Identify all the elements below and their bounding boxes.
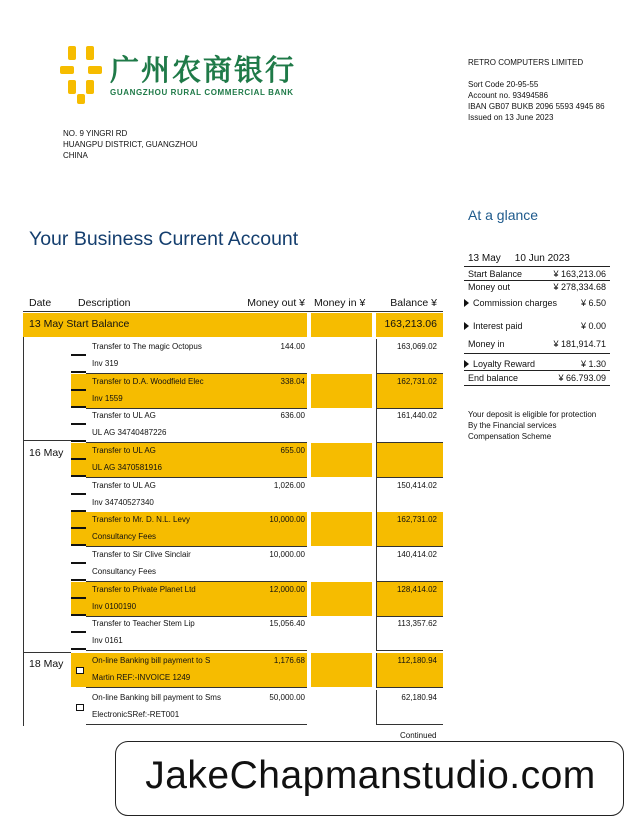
transaction-balance: 113,357.62 — [397, 619, 437, 628]
transaction-money-out: 12,000.00 — [269, 585, 305, 594]
transaction-description: On-line Banking bill payment to S — [92, 656, 211, 665]
balance-column-rule — [376, 512, 377, 546]
issue-date: Issued on 13 June 2023 — [468, 113, 554, 122]
transaction-reference: Inv 0161 — [92, 636, 123, 645]
address-line: CHINA — [63, 151, 88, 160]
header-balance: Balance ¥ — [390, 297, 437, 309]
transaction-description: Transfer to Teacher Stem Lip — [92, 619, 195, 628]
row-highlight-in — [311, 374, 372, 408]
row-marker — [71, 493, 86, 495]
transaction-money-out: 1,176.68 — [273, 656, 305, 665]
bank-address — [63, 128, 198, 161]
transaction-money-out: 636.00 — [280, 411, 305, 420]
row-marker — [71, 406, 86, 408]
glance-label: Start Balance — [468, 269, 523, 279]
transaction-money-out: 10,000.00 — [269, 550, 305, 559]
header-money-out: Money out ¥ — [247, 297, 305, 309]
row-checkbox[interactable] — [76, 667, 84, 674]
row-highlight-in — [311, 653, 372, 687]
transaction-reference: Inv 34740527340 — [92, 498, 154, 507]
start-balance-label: 13 May Start Balance — [29, 318, 130, 330]
transaction-balance: 163,069.02 — [396, 342, 437, 351]
row-marker — [71, 527, 86, 529]
note-line: By the Financial services — [468, 421, 557, 430]
deposit-protection-note — [468, 409, 618, 442]
bank-name-en: GUANGZHOU RURAL COMMERCIAL BANK — [110, 88, 294, 97]
row-rule — [376, 724, 443, 725]
transaction-description: Transfer to UL AG — [92, 411, 156, 420]
glance-value: ¥ 163,213.06 — [553, 269, 606, 279]
row-highlight-balance — [376, 443, 443, 477]
transaction-reference: ElectronicSRef:-RET001 — [92, 710, 180, 719]
divider — [464, 353, 610, 354]
row-marker — [71, 631, 86, 633]
row-marker — [71, 579, 86, 581]
transaction-balance: 62,180.94 — [401, 693, 437, 702]
balance-column-rule — [376, 547, 377, 581]
transaction-reference: Inv 1559 — [92, 394, 123, 403]
iban: IBAN GB07 BUKB 2096 5593 4945 86 — [468, 102, 605, 111]
transaction-description: On-line Banking bill payment to Sms — [92, 693, 221, 702]
row-rule — [376, 408, 443, 409]
row-marker — [71, 354, 86, 356]
row-rule — [376, 546, 443, 547]
transaction-balance: 150,414.02 — [396, 481, 437, 490]
glance-row-end-balance — [464, 371, 610, 384]
transaction-description: Transfer to UL AG — [92, 481, 156, 490]
row-marker — [71, 597, 86, 599]
glance-label: Money in — [468, 339, 505, 349]
transaction-description: Transfer to Mr. D. N.L. Levy — [92, 515, 190, 524]
balance-column-rule — [376, 374, 377, 408]
row-marker — [71, 423, 86, 425]
row-rule — [86, 616, 307, 617]
transaction-money-out: 10,000.00 — [269, 515, 305, 524]
note-line: Compensation Scheme — [468, 432, 552, 441]
glance-value: ¥ 0.00 — [580, 321, 606, 331]
watermark-banner — [115, 741, 624, 816]
glance-value: ¥ 278,334.68 — [553, 282, 606, 292]
glance-value: ¥ 66.793.09 — [558, 373, 606, 383]
glance-label: Loyalty Reward — [473, 359, 536, 369]
row-rule — [376, 616, 443, 617]
glance-label: End balance — [468, 373, 519, 383]
expand-arrow-icon[interactable] — [464, 360, 469, 368]
row-marker — [71, 562, 86, 564]
row-marker — [71, 475, 86, 477]
row-rule — [86, 408, 307, 409]
row-date: 18 May — [29, 658, 64, 670]
row-marker — [71, 371, 86, 373]
transaction-money-out: 50,000.00 — [269, 693, 305, 702]
row-highlight-in — [311, 443, 372, 477]
balance-column-rule — [376, 616, 377, 650]
transaction-description: Transfer to The magic Octopus — [92, 342, 202, 351]
glance-value: ¥ 6.50 — [580, 298, 606, 308]
row-rule — [86, 650, 307, 651]
glance-dates — [468, 253, 570, 264]
transaction-balance: 162,731.02 — [396, 515, 437, 524]
transaction-description: Transfer to Sir Clive Sinclair — [92, 550, 191, 559]
glance-value: ¥ 181,914.71 — [553, 339, 606, 349]
row-marker — [71, 389, 86, 391]
row-rule — [376, 477, 443, 478]
row-rule — [86, 724, 307, 725]
transaction-description: Transfer to UL AG — [92, 446, 156, 455]
transaction-balance: 112,180.94 — [397, 656, 437, 665]
row-date: 16 May — [29, 447, 64, 459]
balance-column-rule — [376, 690, 377, 724]
transaction-reference: UL AG 34740487226 — [92, 428, 167, 437]
transaction-money-out: 655.00 — [280, 446, 305, 455]
transaction-balance: 161,440.02 — [396, 411, 437, 420]
transaction-description: Transfer to Private Planet Ltd — [92, 585, 196, 594]
glance-label: Money out — [468, 282, 511, 292]
glance-date-from: 13 May — [468, 253, 501, 264]
transaction-reference: Inv 0100190 — [92, 602, 137, 611]
row-rule — [86, 477, 307, 478]
transaction-balance: 128,414.02 — [396, 585, 437, 594]
glance-row-money-out — [464, 280, 610, 293]
date-column-rule — [23, 652, 24, 726]
row-marker — [71, 544, 86, 546]
row-highlight-in — [311, 582, 372, 616]
row-checkbox[interactable] — [76, 704, 84, 711]
row-rule — [86, 546, 307, 547]
glance-row-start-balance — [464, 267, 610, 280]
glance-row-money-in — [464, 337, 610, 350]
header-date: Date — [29, 297, 52, 309]
transaction-money-out: 15,056.40 — [269, 619, 305, 628]
row-highlight-in — [311, 512, 372, 546]
row-rule — [376, 650, 443, 651]
expand-arrow-icon[interactable] — [464, 299, 469, 307]
glance-title: At a glance — [468, 207, 539, 223]
transaction-reference: Martin REF:-INVOICE 1249 — [92, 673, 191, 682]
bank-logo — [60, 44, 310, 106]
transaction-money-out: 338.04 — [280, 377, 305, 386]
glance-row-loyalty[interactable] — [464, 357, 610, 370]
balance-column-rule — [376, 443, 377, 477]
page-title: Your Business Current Account — [29, 228, 299, 250]
header-money-in: Money in ¥ — [314, 297, 366, 309]
balance-column-rule — [376, 408, 377, 442]
bank-emblem-icon — [60, 44, 104, 106]
row-rule — [86, 687, 307, 688]
balance-column-rule — [376, 478, 377, 512]
row-marker — [71, 440, 86, 442]
balance-column-rule — [376, 582, 377, 616]
glance-label: Commission charges — [473, 298, 558, 308]
glance-value: ¥ 1.30 — [580, 359, 606, 369]
glance-label: Interest paid — [473, 321, 523, 331]
transaction-reference: UL AG 3470581916 — [92, 463, 162, 472]
date-separator — [23, 440, 71, 441]
row-marker — [71, 458, 86, 460]
address-line: HUANGPU DISTRICT, GUANGZHOU — [63, 140, 198, 149]
expand-arrow-icon[interactable] — [464, 322, 469, 330]
continued-label: Continued — [400, 731, 437, 740]
transaction-money-out: 1,026.00 — [273, 481, 305, 490]
date-separator — [23, 652, 71, 653]
transaction-description: Transfer to D.A. Woodfield Elec — [92, 377, 204, 386]
date-column-rule — [23, 337, 24, 440]
account-number: Account no. 93494586 — [468, 91, 549, 100]
start-balance-value: 163,213.06 — [384, 318, 437, 330]
glance-date-to: 10 Jun 2023 — [514, 253, 570, 264]
row-rule — [376, 687, 443, 688]
table-header-rule — [23, 311, 443, 312]
transaction-reference: Consultancy Fees — [92, 532, 157, 541]
transaction-balance: 162,731.02 — [396, 377, 437, 386]
glance-row-commission[interactable] — [464, 296, 610, 309]
company-details — [468, 57, 605, 123]
address-line: NO. 9 YINGRI RD — [63, 129, 128, 138]
transaction-reference: Inv 319 — [92, 359, 119, 368]
balance-column-rule — [376, 653, 377, 687]
note-line: Your deposit is eligible for protection — [468, 410, 597, 419]
glance-row-interest[interactable] — [464, 319, 610, 332]
transaction-balance: 140,414.02 — [396, 550, 437, 559]
header-description: Description — [78, 297, 131, 309]
row-marker — [71, 614, 86, 616]
company-name: RETRO COMPUTERS LIMITED — [468, 58, 584, 67]
watermark-text: JakeChapmanstudio.com — [145, 754, 596, 797]
divider — [464, 385, 610, 386]
transaction-money-out: 144.00 — [280, 342, 305, 351]
bank-name-cn: 广州农商银行 — [110, 53, 297, 87]
row-marker — [71, 648, 86, 650]
balance-column-rule — [376, 339, 377, 373]
date-column-rule — [23, 440, 24, 652]
sort-code: Sort Code 20-95-55 — [468, 80, 539, 89]
start-balance-in-cell — [311, 313, 372, 337]
transaction-reference: Consultancy Fees — [92, 567, 157, 576]
